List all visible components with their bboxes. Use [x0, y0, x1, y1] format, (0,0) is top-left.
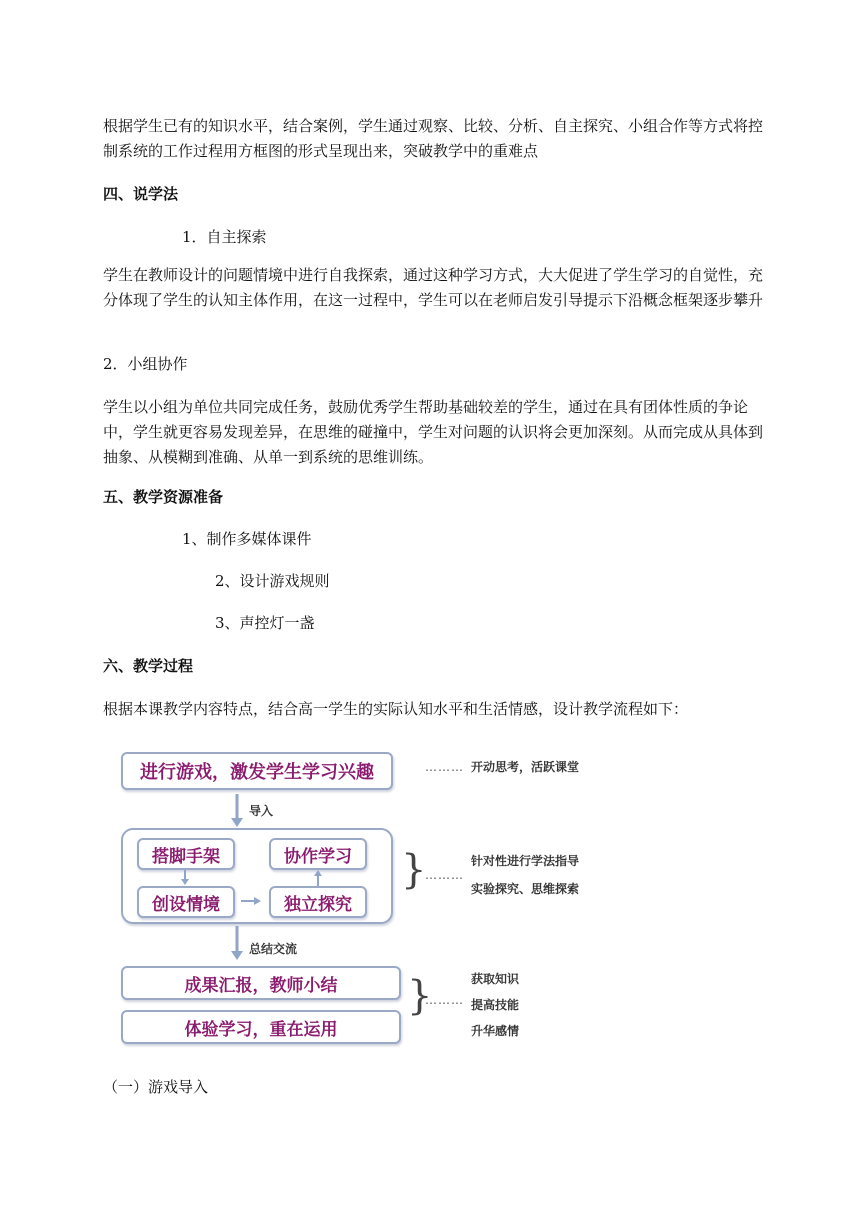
- flow-top-box: 进行游戏，激发学生学习兴趣: [121, 752, 393, 790]
- flow-box-report: 成果汇报，教师小结: [121, 966, 401, 1000]
- flow-box-scaffold: 搭脚手架: [137, 838, 235, 870]
- flow-mid-note-1: 针对性进行学法指导: [471, 854, 580, 868]
- flow-mid-note-2: 实验探究、思维探索: [471, 882, 580, 896]
- method-summary-paragraph: 根据学生已有的知识水平，结合案例，学生通过观察、比较、分析、自主探究、小组合作等方式将控制系统的工作过程用方框图的形式呈现出来，突破教学中的重难点: [103, 117, 764, 160]
- flow-arrow-2-label: 总结交流: [249, 942, 298, 956]
- flow-arrow-down-2-icon: [227, 926, 247, 962]
- flow-bottom-note-3: 升华感情: [471, 1024, 520, 1038]
- flow-arrow-down-icon: [227, 794, 247, 828]
- flow-bottom-note-1: 获取知识: [471, 972, 520, 986]
- section-6-subheading: （一）游戏导入: [103, 1078, 209, 1096]
- flow-box-explore: 独立探究: [269, 886, 367, 918]
- flow-box-situation: 创设情境: [137, 886, 235, 918]
- flow-mid-dots: ………: [425, 868, 464, 882]
- teaching-flowchart: [103, 738, 623, 1054]
- flow-top-note: 开动思考，活跃课堂: [471, 760, 580, 774]
- section-4-heading: 四、说学法: [103, 185, 179, 203]
- small-arrow-up-icon: [312, 870, 324, 886]
- small-arrow-right-icon: [239, 894, 263, 908]
- section-4-item-1-title: 1．自主探索: [182, 228, 267, 246]
- small-arrow-down-icon: [179, 870, 191, 886]
- section-4-item-2-text: 学生以小组为单位共同完成任务，鼓励优秀学生帮助基础较差的学生，通过在具有团体性质的争论中，学生就更容易发现差异，在思维的碰撞中，学生对问题的认识将会更加深刻。从而完成从具体到抽象、从模糊到准确、从单一到系统的思维训练。: [103, 398, 764, 466]
- section-4-item-1-text: 学生在教师设计的问题情境中进行自我探索，通过这种学习方式，大大促进了学生学习的自觉性，充分体现了学生的认知主体作用，在这一过程中，学生可以在老师启发引导提示下沿概念框架逐步攀升: [103, 266, 764, 309]
- flow-box-collaborate: 协作学习: [269, 838, 367, 870]
- section-5-item-2: 2、设计游戏规则: [215, 572, 330, 590]
- flow-inner-group: [121, 828, 393, 924]
- flow-top-dots: ………: [425, 760, 464, 774]
- section-6-heading: 六、教学过程: [103, 657, 194, 675]
- section-5-item-1: 1、制作多媒体课件: [182, 530, 312, 548]
- flow-bottom-dots: ………: [425, 993, 464, 1007]
- section-5-item-3: 3、声控灯一盏: [215, 614, 315, 632]
- flow-mid-brace: }: [401, 847, 427, 893]
- flow-arrow-1-label: 导入: [249, 804, 274, 818]
- flow-box-apply: 体验学习，重在运用: [121, 1010, 401, 1044]
- section-6-intro: 根据本课教学内容特点，结合高一学生的实际认知水平和生活情感，设计教学流程如下：: [103, 700, 689, 718]
- flow-bottom-brace: }: [407, 973, 433, 1019]
- section-4-item-2-title: 2．小组协作: [103, 355, 188, 373]
- flow-bottom-note-2: 提高技能: [471, 998, 520, 1012]
- section-5-heading: 五、教学资源准备: [103, 488, 224, 506]
